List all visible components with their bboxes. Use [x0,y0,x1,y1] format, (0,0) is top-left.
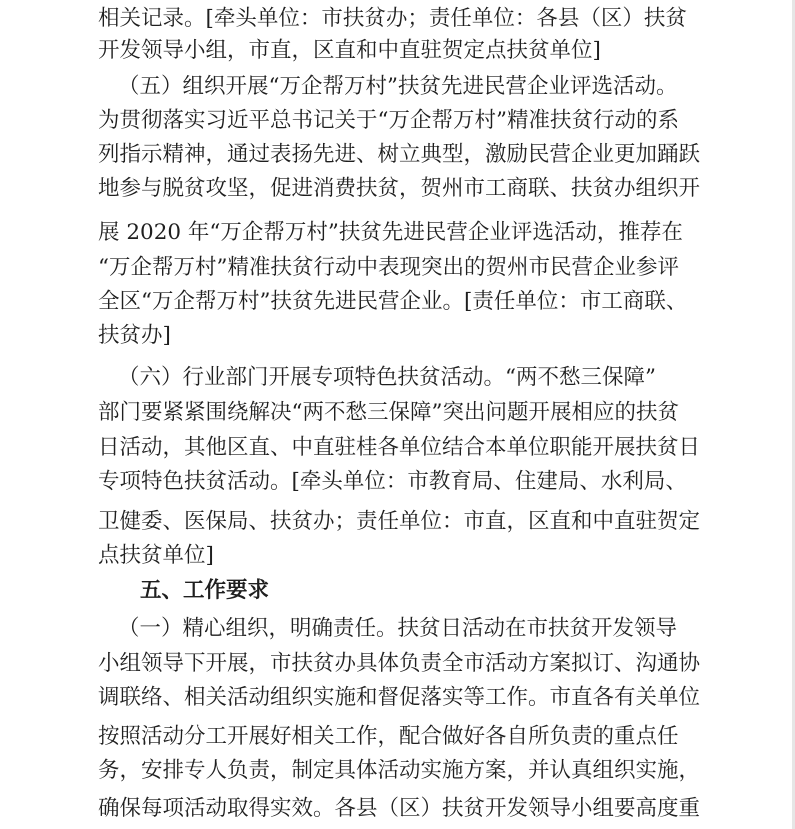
text-line: 扶贫办] [98,323,171,348]
text-line: 卫健委、医保局、扶贫办；责任单位：市直，区直和中直驻贺定 [98,509,701,534]
text-line: 日活动，其他区直、中直驻桂各单位结合本单位职能开展扶贫日 [98,435,701,460]
text-line: 小组领导下开展，市扶贫办具体负责全市活动方案拟订、沟通协 [98,651,701,676]
text-line: 为贯彻落实习近平总书记关于“万企帮万村”精准扶贫行动的系 [98,108,679,133]
text-line: 开发领导小组，市直，区直和中直驻贺定点扶贫单位] [98,38,601,63]
text-line: 列指示精神，通过表扬先进、树立典型，激励民营企业更加踊跃 [98,142,701,167]
text-line: 按照活动分工开展好相关工作，配合做好各自所负责的重点任 [98,724,679,749]
text-line: （一）精心组织，明确责任。扶贫日活动在市扶贫开发领导 [118,616,678,641]
text-line: 务，安排专人负责，制定具体活动实施方案，并认真组织实施， [98,758,701,783]
text-line: （五）组织开展“万企帮万村”扶贫先进民营企业评选活动。 [118,74,678,99]
text-line: 全区“万企帮万村”扶贫先进民营企业。[责任单位：市工商联、 [98,289,688,314]
text-line: 调联络、相关活动组织实施和督促落实等工作。市直各有关单位 [98,685,701,710]
section-heading: 五、工作要求 [140,578,270,603]
text-line: 确保每项活动取得实效。各县（区）扶贫开发领导小组要高度重 [98,796,701,821]
text-line: 地参与脱贫攻坚，促进消费扶贫，贺州市工商联、扶贫办组织开 [98,176,701,201]
text-line: “万企帮万村”精准扶贫行动中表现突出的贺州市民营企业参评 [98,255,679,280]
text-line: （六）行业部门开展专项特色扶贫活动。“两不愁三保障” [118,365,656,390]
text-line: 相关记录。[牵头单位：市扶贫办；责任单位：各县（区）扶贫 [98,6,687,31]
text-line: 专项特色扶贫活动。[牵头单位：市教育局、住建局、水利局、 [98,469,687,494]
text-line: 部门要紧紧围绕解决“两不愁三保障”突出问题开展相应的扶贫 [98,400,679,425]
text-line: 展 2020 年“万企帮万村”扶贫先进民营企业评选活动，推荐在 [98,220,683,245]
text-line: 点扶贫单位] [98,543,214,568]
